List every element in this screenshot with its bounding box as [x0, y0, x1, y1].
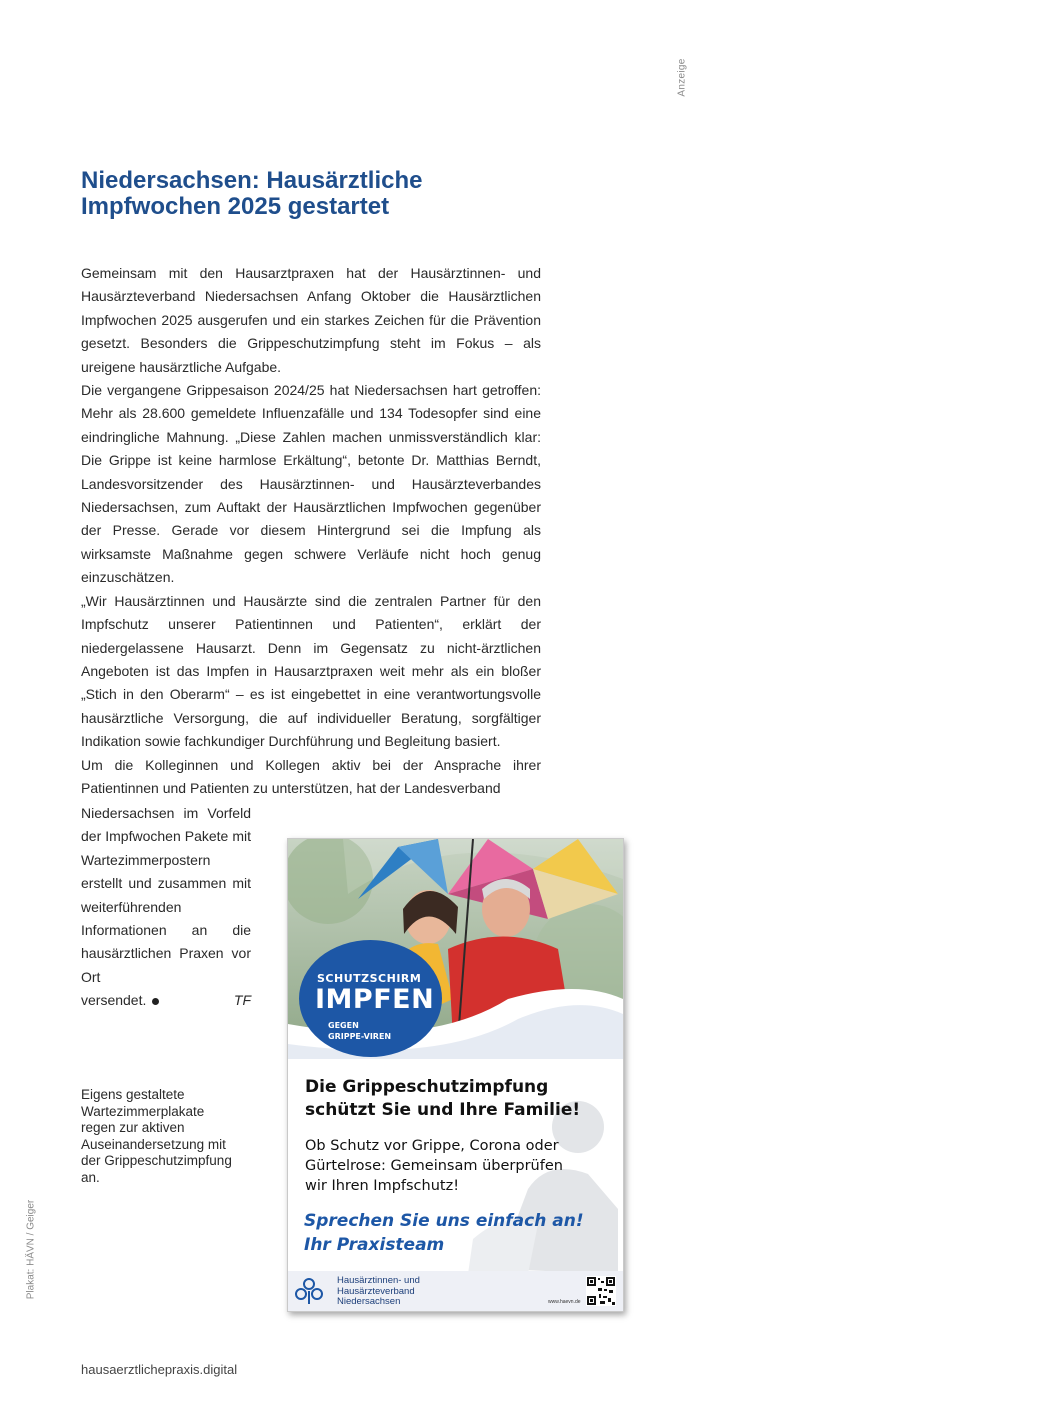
waiting-room-poster — [287, 838, 624, 1312]
poster-subtext: Ob Schutz vor Grippe, Corona oder Gürtelrose: Gemeinsam überprüfen wir Ihren Impfschutz! — [305, 1138, 563, 1194]
paragraph-1: Gemeinsam mit den Hausarztpraxen hat der Hausärztinnen- und Hausärzteverband Niedersachsen Anfang Oktober die Hausärztlichen Impfwochen 2025 ausgerufen und ein starkes Zeichen für die Prävention gesetzt. Besonders die Grippeschutzimpfung steht im Fokus – als ureigene hausärztliche Aufgabe. — [81, 265, 541, 375]
author-initials: TF — [233, 992, 251, 1009]
image-caption: Eigens gestaltete Wartezimmerplakate regen zur aktiven Auseinandersetzung mit der Grippeschutzimpfung an. — [81, 1087, 232, 1185]
article-title — [81, 168, 551, 220]
paragraph-3: „Wir Hausärztinnen und Hausärzte sind die zentralen Partner für den Impfschutz unserer Patientinnen und Patienten“, erklärt der niedergelassene Hausarzt. Denn im Gegensatz zu nicht-ärztlichen Angeboten ist das Impfen in Hausarztpraxen weit mehr als ein bloßer „Stich in den Oberarm“ – es ist eingebettet in eine verantwortungsvolle hausärztliche Versorgung, die auf individueller Beratung, sorgfältiger Indikation sowie fachkundiger Durchführung und Begleitung basiert. — [81, 592, 541, 750]
photo-credit: Plakat: HÄVN / Geiger — [25, 1199, 37, 1300]
qr-code-icon — [586, 1276, 616, 1306]
poster-headline: Die Grippeschutzimpfung schützt Sie und Ihre Familie! — [305, 1077, 581, 1120]
association-logo-icon — [294, 1277, 324, 1305]
poster-footer — [288, 1271, 623, 1311]
article-body-continued — [81, 802, 251, 1013]
ad-label: Anzeige — [676, 58, 688, 97]
end-bullet-icon — [152, 998, 159, 1005]
article-body — [81, 262, 541, 800]
paragraph-4: Um die Kolleginnen und Kollegen aktiv bei der Ansprache ihrer Patientinnen und Patienten zu unterstützen, hat der Landesverband — [81, 756, 541, 796]
impfen-badge: SCHUTZSCHIRM IMPFEN GEGEN GRIPPE-VIREN — [299, 940, 442, 1057]
article-end — [81, 989, 251, 1012]
narrow-last: versendet. — [81, 992, 147, 1009]
poster-call-to-action: Sprechen Sie uns einfach an! Ihr Praxisteam — [304, 1211, 584, 1255]
footer-url: hausaerztlichepraxis.digital — [81, 1362, 238, 1377]
title-line-2: Impfwochen 2025 gestartet — [81, 193, 390, 220]
paragraph-2: Die vergangene Grippesaison 2024/25 hat Niedersachsen hart getroffen: Mehr als 28.600 gemeldete Influenzafälle und 134 Todesopfer sind eine eindringliche Mahnung. „Diese Zahlen machen unmissverständlich klar: Die Grippe ist keine harmlose Erkältung“, betonte Dr. Matthias Berndt, Landesvorsitzender des Hausärztinnen- und Hausärzteverbandes Niedersachsen, zum Auftakt der Hausärztlichen Impfwochen gegenüber der Presse. Gerade vor diesem Hintergrund sei die Impfung als wirksamste Maßnahme gegen schwere Verläufe nicht hoch genug einzuschätzen. — [81, 382, 541, 586]
narrow-text: Niedersachsen im Vorfeld der Impfwochen Pakete mit Wartezimmerpostern erstellt und zusammen mit weiterführenden Informationen an die hausärztlichen Praxen vor Ort — [81, 805, 251, 985]
poster-website: www.haevn.de — [548, 1299, 581, 1305]
title-line-1: Niedersachsen: Hausärztliche — [81, 167, 423, 194]
association-name: Hausärztinnen- und Hausärzteverband Niedersachsen — [337, 1275, 420, 1307]
